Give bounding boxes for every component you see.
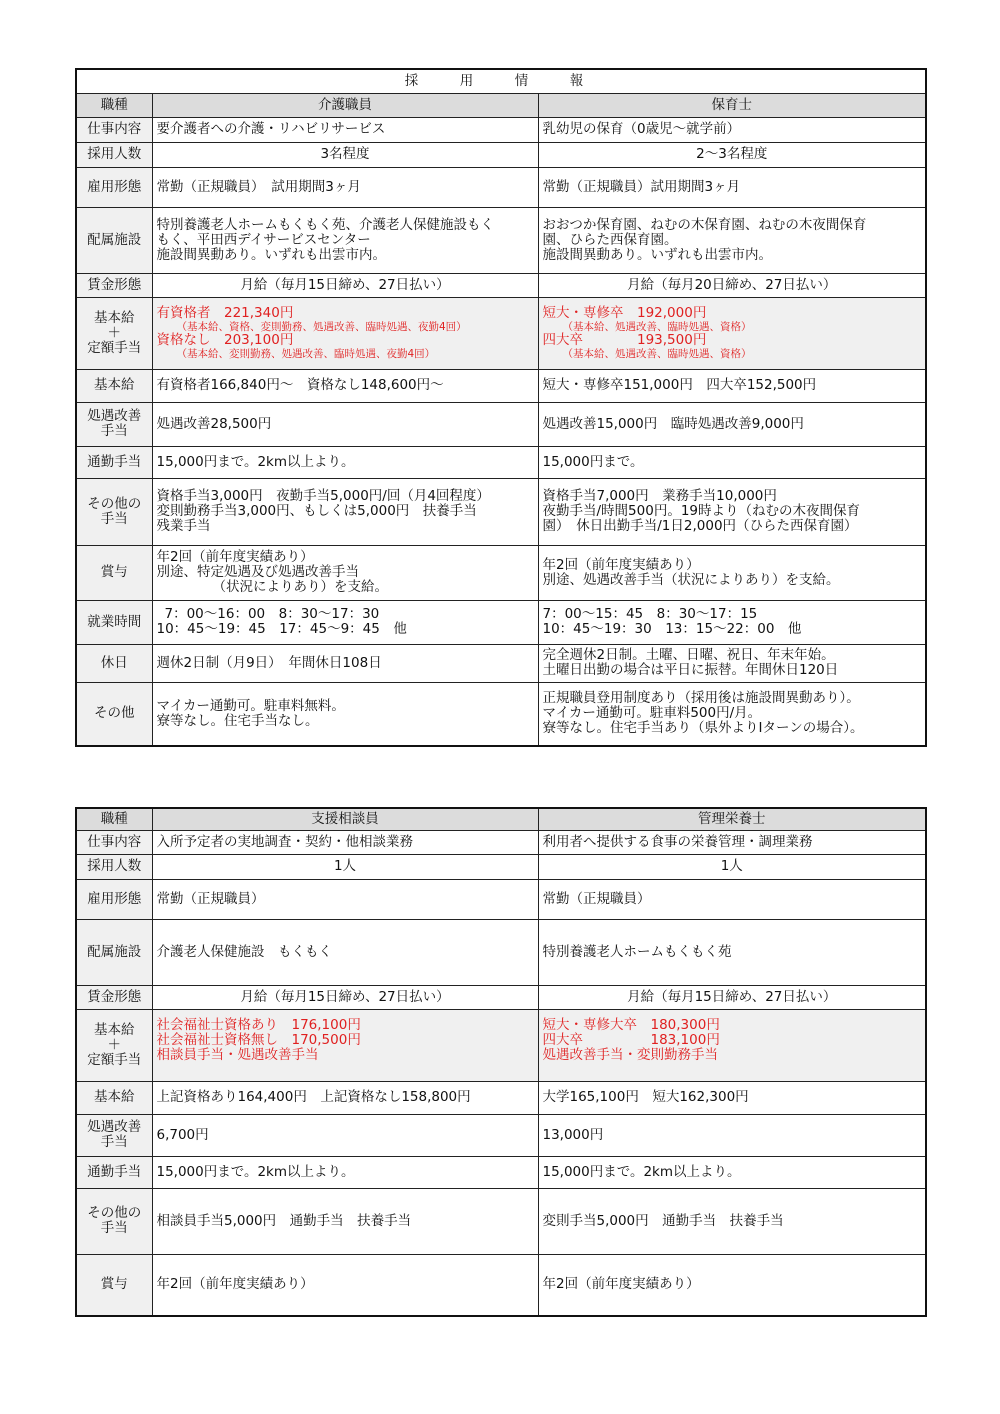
hours-nursery: 7：00～15：45 8：30～17：15 10：45～19：30 13：15～22：00 他 xyxy=(538,600,926,644)
bonus-counselor: 年2回（前年度実績あり） xyxy=(152,1254,538,1316)
label-pay-form: 賃金形態 xyxy=(76,985,152,1009)
base-fixed-nursery: 短大・専修卒 192,000円 （基本給、処遇改善、臨時処遇、資格） 四大卒 193,500円 （基本給、処遇改善、臨時処遇、資格） xyxy=(538,297,926,369)
label-headcount: 採用人数 xyxy=(76,854,152,879)
pay-form-dietitian: 月給（毎月15日締め、27日払い） xyxy=(538,985,926,1009)
label-duties: 仕事内容 xyxy=(76,117,152,142)
job-dietitian: 管理栄養士 xyxy=(538,808,926,830)
misc-care: マイカー通勤可。駐車料無料。 寮等なし。住宅手当なし。 xyxy=(152,682,538,746)
employment-nursery: 常勤（正規職員）試用期間3ヶ月 xyxy=(538,167,926,207)
label-headcount: 採用人数 xyxy=(76,142,152,167)
base-dietitian: 大学165,100円 短大162,300円 xyxy=(538,1081,926,1114)
label-pay-form: 賃金形態 xyxy=(76,273,152,297)
commute-care: 15,000円まで。2km以上より。 xyxy=(152,446,538,478)
label-other-allowance: その他の 手当 xyxy=(76,478,152,545)
facility-dietitian: 特別養護老人ホームもくもく苑 xyxy=(538,919,926,985)
hours-care: 7：00～16：00 8：30～17：30 10：45～19：45 17：45～9：45 他 xyxy=(152,600,538,644)
commute-dietitian: 15,000円まで。2km以上より。 xyxy=(538,1156,926,1188)
employment-counselor: 常勤（正規職員） xyxy=(152,879,538,919)
facility-counselor: 介護老人保健施設 もくもく xyxy=(152,919,538,985)
label-employment: 雇用形態 xyxy=(76,879,152,919)
duties-counselor: 入所予定者の実地調査・契約・他相談業務 xyxy=(152,830,538,854)
recruitment-table-1 xyxy=(75,68,927,747)
facility-care: 特別養護老人ホームもくもく苑、介護老人保健施設もく もく、平田西デイサービスセンター 施設間異動あり。いずれも出雲市内。 xyxy=(152,207,538,273)
label-commute: 通勤手当 xyxy=(76,446,152,478)
pay-form-counselor: 月給（毎月15日締め、27日払い） xyxy=(152,985,538,1009)
employment-care: 常勤（正規職員） 試用期間3ヶ月 xyxy=(152,167,538,207)
label-duties: 仕事内容 xyxy=(76,830,152,854)
label-bonus: 賞与 xyxy=(76,1254,152,1316)
treatment-counselor: 6,700円 xyxy=(152,1114,538,1156)
headcount-dietitian: 1人 xyxy=(538,854,926,879)
base-care: 有資格者166,840円～ 資格なし148,600円～ xyxy=(152,369,538,402)
bonus-nursery: 年2回（前年度実績あり） 別途、処遇改善手当（状況によりあり）を支給。 xyxy=(538,545,926,600)
job-support-counselor: 支援相談員 xyxy=(152,808,538,830)
label-job: 職種 xyxy=(76,93,152,117)
base-fixed-care: 有資格者 221,340円 （基本給、資格、変則勤務、処遇改善、臨時処遇、夜勤4回） 資格なし 203,100円 （基本給、変則勤務、処遇改善、臨時処遇、夜勤4回） xyxy=(152,297,538,369)
other-allowance-care: 資格手当3,000円 夜勤手当5,000円/回（月4回程度） 変則勤務手当3,000円、もしくは5,000円 扶養手当 残業手当 xyxy=(152,478,538,545)
label-other-allowance: その他の 手当 xyxy=(76,1188,152,1254)
base-nursery: 短大・専修卒151,000円 四大卒152,500円 xyxy=(538,369,926,402)
base-fixed-dietitian: 短大・専修大卒 180,300円 四大卒 183,100円 処遇改善手当・変則勤務手当 xyxy=(538,1009,926,1081)
treatment-dietitian: 13,000円 xyxy=(538,1114,926,1156)
treatment-nursery: 処遇改善15,000円 臨時処遇改善9,000円 xyxy=(538,402,926,446)
bonus-dietitian: 年2回（前年度実績あり） xyxy=(538,1254,926,1316)
holidays-care: 週休2日制（月9日） 年間休日108日 xyxy=(152,644,538,682)
label-treatment: 処遇改善 手当 xyxy=(76,402,152,446)
misc-nursery: 正規職員登用制度あり（採用後は施設間異動あり）。 マイカー通勤可。駐車料500円/月。 寮等なし。住宅手当あり（県外よりIターンの場合）。 xyxy=(538,682,926,746)
job-care-worker: 介護職員 xyxy=(152,93,538,117)
label-job: 職種 xyxy=(76,808,152,830)
label-holidays: 休日 xyxy=(76,644,152,682)
label-base: 基本給 xyxy=(76,369,152,402)
label-facility: 配属施設 xyxy=(76,919,152,985)
label-bonus: 賞与 xyxy=(76,545,152,600)
duties-dietitian: 利用者へ提供する食事の栄養管理・調理業務 xyxy=(538,830,926,854)
base-counselor: 上記資格あり164,400円 上記資格なし158,800円 xyxy=(152,1081,538,1114)
label-misc: その他 xyxy=(76,682,152,746)
headcount-care: 3名程度 xyxy=(152,142,538,167)
label-base-fixed: 基本給 ＋ 定額手当 xyxy=(76,1009,152,1081)
base-fixed-counselor: 社会福祉士資格あり 176,100円 社会福祉士資格無し 170,500円 相談員手当・処遇改善手当 xyxy=(152,1009,538,1081)
label-commute: 通勤手当 xyxy=(76,1156,152,1188)
other-allowance-dietitian: 変則手当5,000円 通勤手当 扶養手当 xyxy=(538,1188,926,1254)
headcount-nursery: 2～3名程度 xyxy=(538,142,926,167)
label-base: 基本給 xyxy=(76,1081,152,1114)
bonus-care: 年2回（前年度実績あり） 別途、特定処遇及び処遇改善手当 （状況によりあり）を支給。 xyxy=(152,545,538,600)
label-employment: 雇用形態 xyxy=(76,167,152,207)
headcount-counselor: 1人 xyxy=(152,854,538,879)
label-treatment: 処遇改善 手当 xyxy=(76,1114,152,1156)
other-allowance-counselor: 相談員手当5,000円 通勤手当 扶養手当 xyxy=(152,1188,538,1254)
label-base-fixed: 基本給 ＋ 定額手当 xyxy=(76,297,152,369)
facility-nursery: おおつか保育園、ねむの木保育園、ねむの木夜間保育 園、ひらた西保育園。 施設間異動あり。いずれも出雲市内。 xyxy=(538,207,926,273)
section-title: 採 用 情 報 xyxy=(76,69,926,93)
recruitment-table-2 xyxy=(75,807,927,1317)
holidays-nursery: 完全週休2日制。土曜、日曜、祝日、年末年始。 土曜日出勤の場合は平日に振替。年間休日120日 xyxy=(538,644,926,682)
commute-nursery: 15,000円まで。 xyxy=(538,446,926,478)
duties-care: 要介護者への介護・リハビリサービス xyxy=(152,117,538,142)
treatment-care: 処遇改善28,500円 xyxy=(152,402,538,446)
pay-form-care: 月給（毎月15日締め、27日払い） xyxy=(152,273,538,297)
other-allowance-nursery: 資格手当7,000円 業務手当10,000円 夜勤手当/時間500円。19時より（ねむの木夜間保育 園） 休日出勤手当/1日2,000円（ひらた西保育園） xyxy=(538,478,926,545)
pay-form-nursery: 月給（毎月20日締め、27日払い） xyxy=(538,273,926,297)
label-facility: 配属施設 xyxy=(76,207,152,273)
commute-counselor: 15,000円まで。2km以上より。 xyxy=(152,1156,538,1188)
employment-dietitian: 常勤（正規職員） xyxy=(538,879,926,919)
job-nursery-teacher: 保育士 xyxy=(538,93,926,117)
label-hours: 就業時間 xyxy=(76,600,152,644)
duties-nursery: 乳幼児の保育（0歳児～就学前） xyxy=(538,117,926,142)
